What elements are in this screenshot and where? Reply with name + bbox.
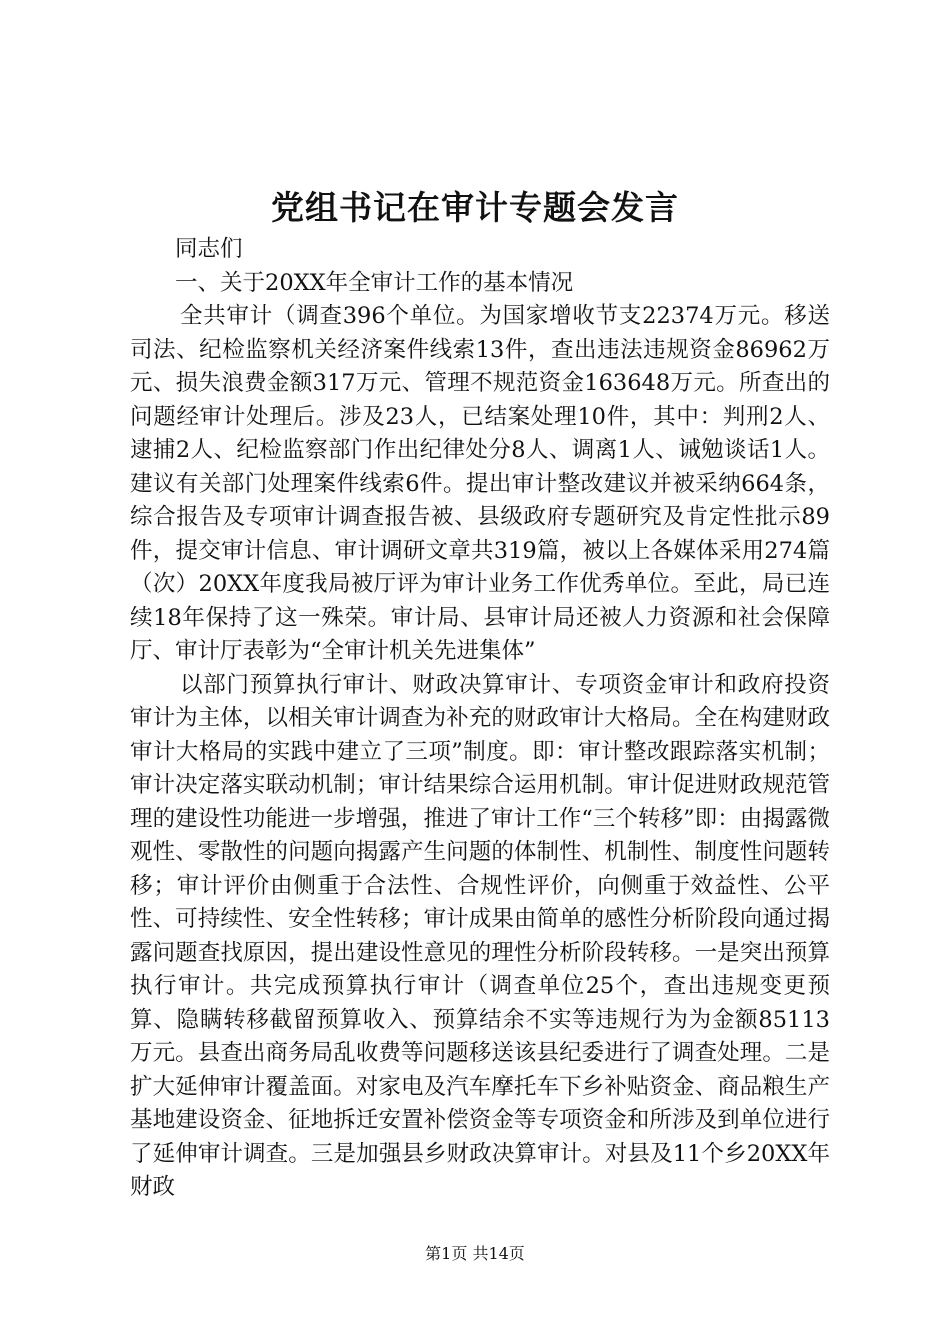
paragraph-financial-audit: 以部门预算执行审计、财政决算审计、专项资金审计和政府投资审计为主体，以相关审计调查为补充的财政审计大格局。全在构建财政审计大格局的实践中建立了三项”制度。即：审计整改跟踪落实机制；审计决定落实联动机制；审计结果综合运用机制。审计促进财政规范管理的建设性功能进一步增强，推进了审计工作“三个转移”即：由揭露微观性、零散性的问题向揭露产生问题的体制性、机制性、制度性问题转移；审计评价由侧重于合法性、合规性评价，向侧重于效益性、公平性、可持续性、安全性转移；审计成果由简单的感性分析阶段向通过揭露问题查找原因，提出建设性意见的理性分析阶段转移。一是突出预算执行审计。共完成预算执行审计（调查单位25个，查出违规变更预算、隐瞒转移截留预算收入、预算结余不实等违规行为为金额85113万元。县查出商务局乱收费等问题移送该县纪委进行了调查处理。二是扩大延伸审计覆盖面。对家电及汽车摩托车下乡补贴资金、商品粮生产基地建设资金、征地拆迁安置补偿资金等专项资金和所涉及到单位进行了延伸审计调查。三是加强县乡财政决算审计。对县及11个乡20XX年财政 — [130, 671, 830, 1200]
paragraph-audit-summary: 全共审计（调查396个单位。为国家增收节支22374万元。移送司法、纪检监察机关经济案件线索13件，查出违法违规资金86962万元、损失浪费金额317万元、管理不规范资金163648万元。所查出的问题经审计处理后。涉及23人，已结案处理10件，其中：判刑2人、逮捕2人、纪检监察部门作出纪律处分8人、调离1人、诫勉谈话1人。建议有关部门处理案件线索6件。提出审计整改建议并被采纳664条，综合报告及专项审计调查报告被、县级政府专题研究及肯定性批示89件，提交审计信息、审计调研文章共319篇，被以上各媒体采用274篇（次）20XX年度我局被厅评为审计业务工作优秀单位。至此，局已连续18年保持了这一殊荣。审计局、县审计局还被人力资源和社会保障厅、审计厅表彰为“全审计机关先进集体” — [130, 303, 830, 664]
section-heading: 一、关于20XX年全审计工作的基本情况 — [175, 269, 574, 296]
document-title: 党组书记在审计专题会发言 — [271, 188, 679, 227]
document-body — [130, 233, 830, 1205]
greeting-line: 同志们 — [175, 236, 243, 262]
page-footer: 第1页 共14页 — [425, 1244, 525, 1263]
